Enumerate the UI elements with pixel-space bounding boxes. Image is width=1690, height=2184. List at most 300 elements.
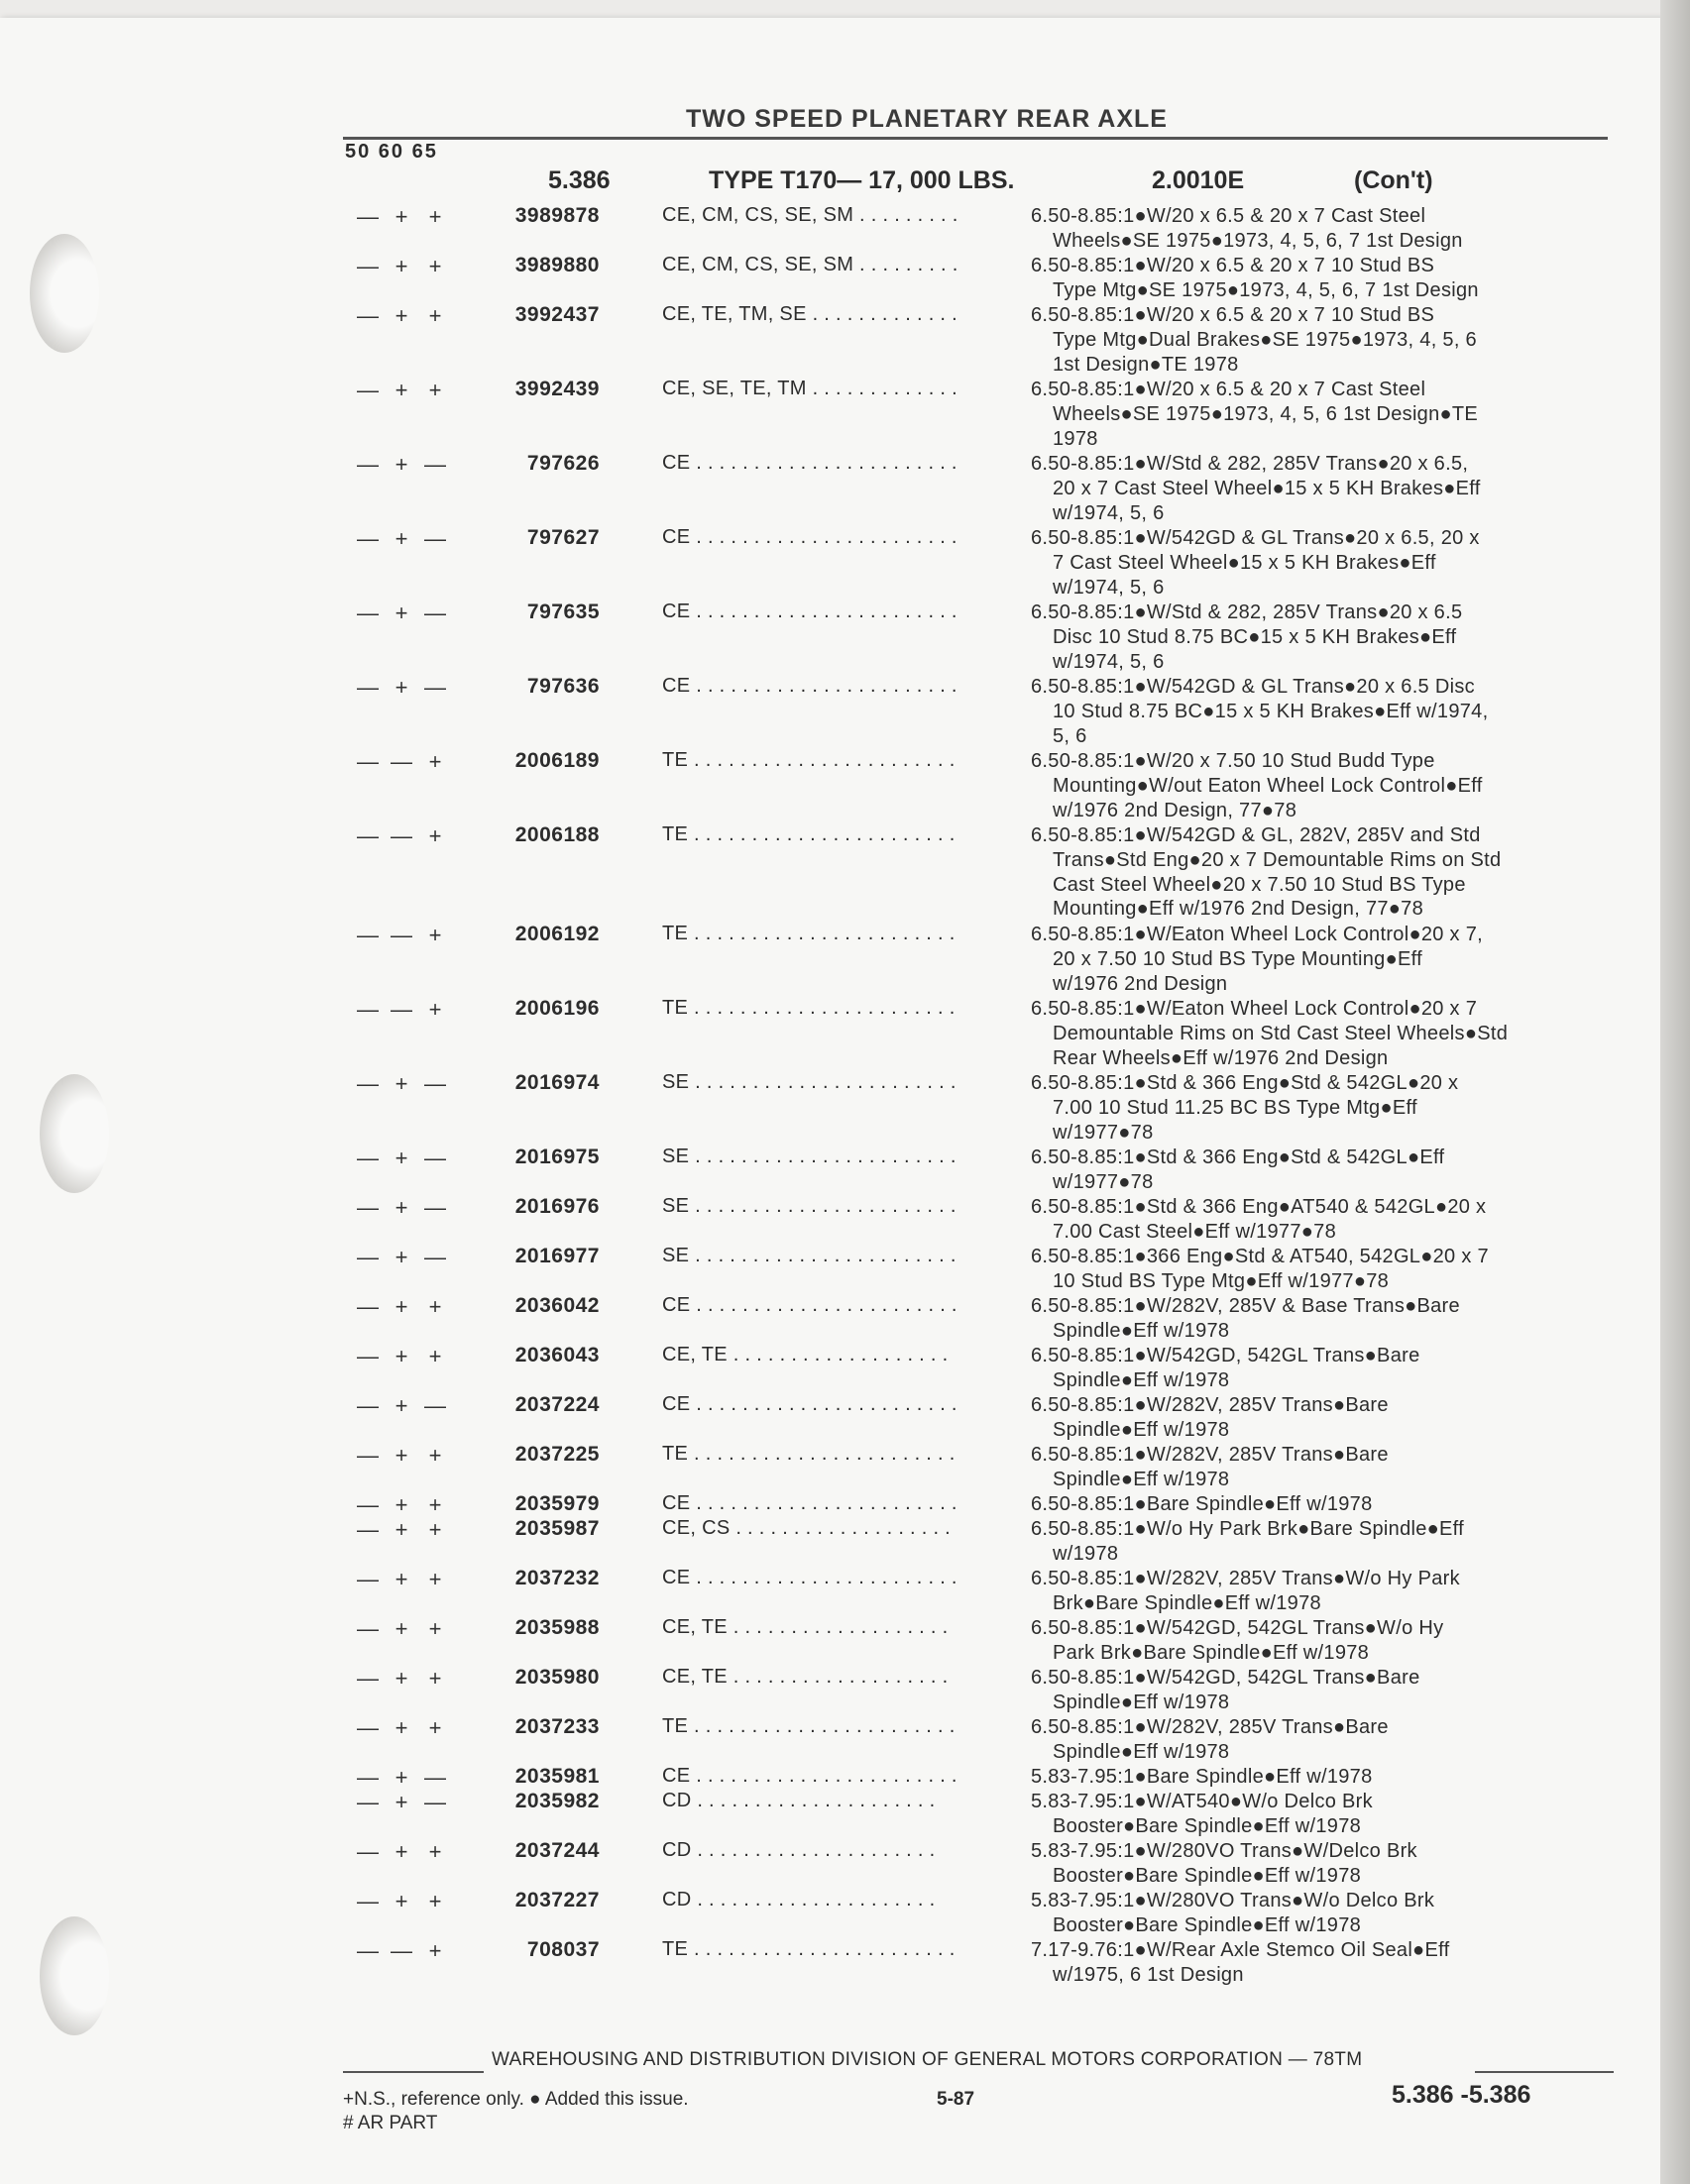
model-codes: CD . . . . . . . . . . . . . . . . . . . . . (662, 1790, 936, 1811)
year-flags (351, 1492, 460, 1518)
part-number: 797627 (526, 526, 600, 549)
description-line: Cast Steel Wheel●20 x 7.50 10 Stud BS Type (1053, 873, 1466, 896)
year-flag: — (357, 601, 379, 625)
year-flag: + (394, 1443, 408, 1468)
year-flag: + (394, 254, 408, 278)
description-line: 5, 6 (1053, 724, 1087, 747)
model-codes: TE . . . . . . . . . . . . . . . . . . . . . . . (662, 1938, 956, 1960)
part-description (1031, 1666, 1621, 1715)
part-description (1031, 923, 1621, 996)
description-line: 6.50-8.85:1●Bare Spindle●Eff w/1978 (1031, 1493, 1373, 1515)
year-flag: + (394, 1393, 408, 1418)
description-line: 6.50-8.85:1●W/542GD & GL Trans●20 x 6.5 Disc (1031, 676, 1475, 698)
description-line: w/1977●78 (1053, 1170, 1154, 1193)
year-flags (351, 1071, 460, 1097)
year-flag: — (357, 378, 379, 402)
part-number: 2035988 (514, 1616, 600, 1639)
year-flags (351, 1245, 460, 1270)
year-flag: — (357, 1517, 379, 1542)
year-flag: — (424, 526, 446, 551)
part-description (1031, 254, 1621, 303)
year-flag: + (394, 378, 408, 402)
part-number: 3989880 (514, 254, 600, 276)
model-codes: CE . . . . . . . . . . . . . . . . . . . . . . . (662, 1393, 958, 1415)
year-flag: + (394, 1839, 408, 1864)
part-number: 2006196 (514, 997, 600, 1020)
year-flag: + (394, 204, 408, 229)
year-flag: + (394, 1616, 408, 1641)
part-description (1031, 303, 1621, 377)
description-line: Booster●Bare Spindle●Eff w/1978 (1053, 1814, 1362, 1837)
part-number: 2035979 (514, 1492, 600, 1515)
year-flags (351, 923, 460, 948)
year-flag: — (424, 1195, 446, 1220)
description-line: 20 x 7.50 10 Stud BS Type Mounting●Eff (1053, 947, 1422, 970)
description-line: 6.50-8.85:1●Std & 366 Eng●AT540 & 542GL●20 x (1031, 1196, 1487, 1218)
year-flags (351, 204, 460, 230)
part-number: 2036043 (514, 1344, 600, 1366)
year-flags (351, 1616, 460, 1642)
year-flag: — (357, 1492, 379, 1517)
description-line: Brk●Bare Spindle●Eff w/1978 (1053, 1591, 1321, 1614)
year-flags (351, 997, 460, 1023)
part-description (1031, 1616, 1621, 1666)
part-number: 2037233 (514, 1715, 600, 1738)
year-flag: + (428, 1715, 442, 1740)
year-flag: — (424, 675, 446, 700)
year-flag: + (394, 1889, 408, 1913)
model-codes: CE . . . . . . . . . . . . . . . . . . . . . . . (662, 675, 958, 697)
year-flags (351, 452, 460, 478)
model-codes: CE, TE . . . . . . . . . . . . . . . . . . . (662, 1666, 949, 1688)
part-description (1031, 526, 1621, 600)
year-flags (351, 1666, 460, 1692)
part-number: 708037 (526, 1938, 600, 1961)
year-flag: — (424, 1071, 446, 1096)
model-codes: CE, CS . . . . . . . . . . . . . . . . . . . (662, 1517, 952, 1539)
year-flag: + (394, 1765, 408, 1790)
part-description (1031, 997, 1621, 1070)
year-flag: + (428, 823, 442, 848)
year-columns-header: 50 60 65 (345, 141, 438, 163)
model-codes: CE, TE, TM, SE . . . . . . . . . . . . . (662, 303, 958, 325)
description-line: 6.50-8.85:1●W/282V, 285V Trans●Bare (1031, 1394, 1389, 1416)
footer-rule-right (1475, 2071, 1614, 2073)
year-flag: — (357, 1839, 379, 1864)
year-flag: — (357, 749, 379, 774)
description-line: 6.50-8.85:1●W/Eaton Wheel Lock Control●20 x 7, (1031, 924, 1483, 945)
year-flag: + (428, 1443, 442, 1468)
description-line: 6.50-8.85:1●W/542GD, 542GL Trans●W/o Hy (1031, 1617, 1444, 1639)
year-flags (351, 1715, 460, 1741)
model-codes: CE, CM, CS, SE, SM . . . . . . . . . (662, 254, 958, 275)
part-number: 2037225 (514, 1443, 600, 1466)
part-description (1031, 1294, 1621, 1344)
year-flag: — (424, 1245, 446, 1269)
part-description (1031, 204, 1621, 254)
part-number: 2037232 (514, 1567, 600, 1589)
year-flags (351, 1567, 460, 1592)
year-flag: — (424, 1765, 446, 1790)
year-flag: — (357, 823, 379, 848)
year-flag: + (428, 1344, 442, 1368)
description-line: 6.50-8.85:1●W/o Hy Park Brk●Bare Spindle●Eff (1031, 1518, 1465, 1540)
description-line: 6.50-8.85:1●W/542GD, 542GL Trans●Bare (1031, 1667, 1420, 1689)
year-flags (351, 378, 460, 403)
year-flag: — (357, 1245, 379, 1269)
year-flag: + (428, 1294, 442, 1319)
year-flag: + (394, 303, 408, 328)
description-line: Spindle●Eff w/1978 (1053, 1468, 1230, 1490)
part-description (1031, 1393, 1621, 1443)
year-flag: — (357, 675, 379, 700)
description-line: 6.50-8.85:1●W/282V, 285V Trans●W/o Hy Park (1031, 1568, 1460, 1589)
year-flag: + (428, 1492, 442, 1517)
year-flag: — (357, 1146, 379, 1170)
year-flag: + (394, 1715, 408, 1740)
year-flags (351, 1344, 460, 1369)
year-flag: — (357, 1616, 379, 1641)
year-flag: + (428, 303, 442, 328)
description-line: 6.50-8.85:1●W/542GD, 542GL Trans●Bare (1031, 1345, 1420, 1366)
model-codes: SE . . . . . . . . . . . . . . . . . . . . . . . (662, 1071, 957, 1093)
year-flag: — (357, 254, 379, 278)
part-description (1031, 1567, 1621, 1616)
model-codes: TE . . . . . . . . . . . . . . . . . . . . . . . (662, 997, 956, 1019)
part-description (1031, 1790, 1621, 1839)
part-description (1031, 378, 1621, 451)
part-number: 2036042 (514, 1294, 600, 1317)
year-flag: — (357, 1889, 379, 1913)
model-codes: CE, TE . . . . . . . . . . . . . . . . . . . (662, 1616, 949, 1638)
description-line: Mounting●Eff w/1976 2nd Design, 77●78 (1053, 898, 1424, 921)
year-flag: — (424, 1393, 446, 1418)
model-codes: TE . . . . . . . . . . . . . . . . . . . . . . . (662, 823, 956, 845)
year-flag: + (428, 204, 442, 229)
year-flag: + (394, 1666, 408, 1691)
description-line: 20 x 7 Cast Steel Wheel●15 x 5 KH Brakes●Eff (1053, 477, 1481, 499)
description-line: 7.17-9.76:1●W/Rear Axle Stemco Oil Seal●Eff (1031, 1939, 1450, 1961)
model-codes: CE . . . . . . . . . . . . . . . . . . . . . . . (662, 601, 958, 622)
description-line: 6.50-8.85:1●W/Eaton Wheel Lock Control●20 x 7 (1031, 998, 1478, 1020)
description-line: Booster●Bare Spindle●Eff w/1978 (1053, 1913, 1362, 1936)
description-line: 6.50-8.85:1●Std & 366 Eng●Std & 542GL●20 x (1031, 1072, 1459, 1094)
description-line: 1978 (1053, 427, 1098, 450)
description-line: Demountable Rims on Std Cast Steel Wheels●Std (1053, 1022, 1509, 1044)
year-flag: + (428, 254, 442, 278)
part-number: 2035980 (514, 1666, 600, 1689)
model-codes: CD . . . . . . . . . . . . . . . . . . . . . (662, 1839, 936, 1861)
part-description (1031, 1492, 1621, 1517)
part-description (1031, 1071, 1621, 1145)
part-description (1031, 1344, 1621, 1393)
part-number: 2037227 (514, 1889, 600, 1911)
description-line: w/1974, 5, 6 (1053, 650, 1165, 673)
description-line: 7.00 Cast Steel●Eff w/1977●78 (1053, 1220, 1336, 1243)
model-codes: CE, SE, TE, TM . . . . . . . . . . . . . (662, 378, 958, 399)
year-flag: + (428, 997, 442, 1022)
year-flag: + (394, 601, 408, 625)
year-flags (351, 303, 460, 329)
year-flags (351, 823, 460, 849)
description-line: Wheels●SE 1975●1973, 4, 5, 6 1st Design●TE (1053, 402, 1479, 425)
section-code: 2.0010E (1152, 166, 1245, 194)
description-line: 6.50-8.85:1●W/Std & 282, 285V Trans●20 x 6.5 (1031, 601, 1463, 623)
model-codes: SE . . . . . . . . . . . . . . . . . . . . . . . (662, 1245, 957, 1266)
part-description (1031, 1245, 1621, 1294)
part-description (1031, 1443, 1621, 1492)
year-flag: + (428, 1666, 442, 1691)
year-flags (351, 1765, 460, 1791)
year-flag: + (394, 1517, 408, 1542)
description-line: Spindle●Eff w/1978 (1053, 1740, 1230, 1763)
description-line: w/1976 2nd Design, 77●78 (1053, 799, 1297, 821)
description-line: 5.83-7.95:1●Bare Spindle●Eff w/1978 (1031, 1766, 1373, 1788)
part-number: 2037224 (514, 1393, 600, 1416)
footer-rule-left (343, 2071, 484, 2073)
part-description (1031, 1765, 1621, 1790)
year-flag: + (394, 675, 408, 700)
description-line: Disc 10 Stud 8.75 BC●15 x 5 KH Brakes●Eff (1053, 625, 1457, 648)
year-flag: + (394, 1245, 408, 1269)
year-flag: + (428, 1839, 442, 1864)
model-codes: SE . . . . . . . . . . . . . . . . . . . . . . . (662, 1146, 957, 1167)
description-line: Mounting●W/out Eaton Wheel Lock Control●Eff (1053, 774, 1483, 797)
description-line: 6.50-8.85:1●W/542GD & GL Trans●20 x 6.5, 20 x (1031, 527, 1480, 549)
model-codes: CD . . . . . . . . . . . . . . . . . . . . . (662, 1889, 936, 1911)
description-line: w/1976 2nd Design (1053, 972, 1228, 995)
title-rule (343, 137, 1608, 140)
description-line: Trans●Std Eng●20 x 7 Demountable Rims on Std (1053, 848, 1502, 871)
year-flag: — (357, 1195, 379, 1220)
year-flag: + (394, 1294, 408, 1319)
year-flag: + (394, 1492, 408, 1517)
description-line: 5.83-7.95:1●W/280VO Trans●W/o Delco Brk (1031, 1890, 1435, 1911)
description-line: Spindle●Eff w/1978 (1053, 1368, 1230, 1391)
year-flag: + (394, 1195, 408, 1220)
year-flags (351, 254, 460, 279)
model-codes: CE . . . . . . . . . . . . . . . . . . . . . . . (662, 1492, 958, 1514)
year-flags (351, 526, 460, 552)
part-number: 797635 (526, 601, 600, 623)
year-flag: — (357, 526, 379, 551)
year-flag: — (357, 1344, 379, 1368)
part-description (1031, 1195, 1621, 1245)
year-flag: — (357, 452, 379, 477)
year-flag: — (357, 997, 379, 1022)
description-line: w/1974, 5, 6 (1053, 501, 1165, 524)
description-line: 10 Stud 8.75 BC●15 x 5 KH Brakes●Eff w/1974, (1053, 700, 1489, 722)
footer-ar-part: # AR PART (343, 2113, 438, 2133)
year-flag: + (394, 1344, 408, 1368)
part-description (1031, 749, 1621, 822)
year-flag: — (357, 1393, 379, 1418)
year-flag: — (391, 923, 412, 947)
description-line: w/1974, 5, 6 (1053, 576, 1165, 599)
year-flag: — (357, 1666, 379, 1691)
year-flag: — (391, 997, 412, 1022)
year-flags (351, 1839, 460, 1865)
year-flag: — (357, 923, 379, 947)
year-flags (351, 749, 460, 775)
year-flag: + (428, 1889, 442, 1913)
description-line: w/1975, 6 1st Design (1053, 1963, 1244, 1986)
description-line: 7.00 10 Stud 11.25 BC BS Type Mtg●Eff (1053, 1096, 1417, 1119)
part-description (1031, 823, 1621, 922)
description-line: 5.83-7.95:1●W/AT540●W/o Delco Brk (1031, 1791, 1373, 1812)
year-flag: + (394, 1146, 408, 1170)
year-flag: + (428, 923, 442, 947)
part-number: 797626 (526, 452, 600, 475)
year-flags (351, 1146, 460, 1171)
part-number: 797636 (526, 675, 600, 698)
footer-range: 5.386 -5.386 (1392, 2081, 1531, 2109)
description-line: 7 Cast Steel Wheel●15 x 5 KH Brakes●Eff (1053, 551, 1436, 574)
model-codes: TE . . . . . . . . . . . . . . . . . . . . . . . (662, 923, 956, 944)
year-flag: — (391, 823, 412, 848)
description-line: Park Brk●Bare Spindle●Eff w/1978 (1053, 1641, 1370, 1664)
part-number: 2035982 (514, 1790, 600, 1812)
year-flag: + (394, 526, 408, 551)
description-line: 6.50-8.85:1●W/282V, 285V & Base Trans●Bare (1031, 1295, 1460, 1317)
model-codes: CE, CM, CS, SE, SM . . . . . . . . . (662, 204, 958, 226)
part-description (1031, 452, 1621, 525)
year-flag: + (428, 749, 442, 774)
year-flag: — (357, 1071, 379, 1096)
year-flag: — (424, 452, 446, 477)
model-codes: TE . . . . . . . . . . . . . . . . . . . . . . . (662, 1443, 956, 1465)
description-line: Spindle●Eff w/1978 (1053, 1418, 1230, 1441)
footer-division: WAREHOUSING AND DISTRIBUTION DIVISION OF GENERAL MOTORS CORPORATION — 78TM (492, 2049, 1363, 2070)
section-header (0, 166, 1690, 202)
description-line: 6.50-8.85:1●W/20 x 7.50 10 Stud Budd Type (1031, 750, 1435, 772)
description-line: 6.50-8.85:1●W/282V, 285V Trans●Bare (1031, 1716, 1389, 1738)
part-description (1031, 601, 1621, 674)
model-codes: TE . . . . . . . . . . . . . . . . . . . . . . . (662, 1715, 956, 1737)
description-line: 6.50-8.85:1●W/Std & 282, 285V Trans●20 x 6.5, (1031, 453, 1469, 475)
footer-legend: +N.S., reference only. ● Added this issue. (343, 2089, 689, 2110)
year-flag: — (357, 1715, 379, 1740)
page-edge (1660, 0, 1690, 2184)
description-line: Type Mtg●Dual Brakes●SE 1975●1973, 4, 5, 6 (1053, 328, 1477, 351)
year-flags (351, 675, 460, 701)
year-flag: — (357, 204, 379, 229)
part-description (1031, 1889, 1621, 1938)
year-flag: — (357, 1294, 379, 1319)
part-description (1031, 1715, 1621, 1765)
description-line: 6.50-8.85:1●W/542GD & GL, 282V, 285V and Std (1031, 824, 1481, 846)
part-number: 2016975 (514, 1146, 600, 1168)
model-codes: CE, TE . . . . . . . . . . . . . . . . . . . (662, 1344, 949, 1365)
year-flags (351, 1443, 460, 1469)
part-number: 2035981 (514, 1765, 600, 1788)
binder-hole-bottom (40, 1916, 109, 2035)
year-flag: — (357, 1567, 379, 1591)
part-number: 2016974 (514, 1071, 600, 1094)
model-codes: CE . . . . . . . . . . . . . . . . . . . . . . . (662, 526, 958, 548)
model-codes: CE . . . . . . . . . . . . . . . . . . . . . . . (662, 452, 958, 474)
description-line: Rear Wheels●Eff w/1976 2nd Design (1053, 1046, 1389, 1069)
year-flags (351, 1393, 460, 1419)
year-flags (351, 1790, 460, 1815)
description-line: 6.50-8.85:1●W/282V, 285V Trans●Bare (1031, 1444, 1389, 1466)
description-line: w/1978 (1053, 1542, 1119, 1565)
part-number: 2016977 (514, 1245, 600, 1267)
year-flag: + (394, 1567, 408, 1591)
part-description (1031, 675, 1621, 748)
year-flags (351, 1517, 460, 1543)
year-flags (351, 1889, 460, 1914)
year-flags (351, 1195, 460, 1221)
year-flag: — (357, 303, 379, 328)
part-description (1031, 1938, 1621, 1988)
footer-page-number: 5-87 (937, 2089, 975, 2110)
part-description (1031, 1839, 1621, 1889)
model-codes: CE . . . . . . . . . . . . . . . . . . . . . . . (662, 1294, 958, 1316)
year-flags (351, 1294, 460, 1320)
year-flag: + (394, 1790, 408, 1814)
part-description (1031, 1517, 1621, 1567)
description-line: 6.50-8.85:1●W/20 x 6.5 & 20 x 7 Cast Steel (1031, 205, 1426, 227)
year-flag: — (424, 1146, 446, 1170)
year-flag: + (428, 1567, 442, 1591)
year-flag: — (424, 601, 446, 625)
description-line: Spindle●Eff w/1978 (1053, 1319, 1230, 1342)
binder-hole-top (30, 234, 99, 353)
year-flags (351, 601, 460, 626)
year-flags (351, 1938, 460, 1964)
part-number: 3992437 (514, 303, 600, 326)
part-number: 3989878 (514, 204, 600, 227)
part-number: 2035987 (514, 1517, 600, 1540)
model-codes: CE . . . . . . . . . . . . . . . . . . . . . . . (662, 1765, 958, 1787)
part-number: 2006188 (514, 823, 600, 846)
year-flag: — (424, 1790, 446, 1814)
year-flag: — (357, 1443, 379, 1468)
description-line: 6.50-8.85:1●W/20 x 6.5 & 20 x 7 10 Stud BS (1031, 255, 1435, 276)
year-flag: — (357, 1938, 379, 1963)
year-flag: — (391, 749, 412, 774)
year-flag: + (428, 1938, 442, 1963)
description-line: 5.83-7.95:1●W/280VO Trans●W/Delco Brk (1031, 1840, 1417, 1862)
description-line: w/1977●78 (1053, 1121, 1154, 1144)
part-description (1031, 1146, 1621, 1195)
description-line: Spindle●Eff w/1978 (1053, 1691, 1230, 1713)
section-group: 5.386 (548, 166, 611, 194)
description-line: 6.50-8.85:1●W/20 x 6.5 & 20 x 7 Cast Steel (1031, 379, 1426, 400)
binder-hole-middle (40, 1074, 109, 1193)
part-number: 2016976 (514, 1195, 600, 1218)
year-flag: — (357, 1765, 379, 1790)
year-flag: + (428, 378, 442, 402)
page-title: TWO SPEED PLANETARY REAR AXLE (686, 105, 1168, 133)
section-type: TYPE T170— 17, 000 LBS. (709, 166, 1015, 194)
year-flag: + (428, 1517, 442, 1542)
description-line: Type Mtg●SE 1975●1973, 4, 5, 6, 7 1st Design (1053, 278, 1479, 301)
description-line: 6.50-8.85:1●366 Eng●Std & AT540, 542GL●20 x 7 (1031, 1246, 1489, 1267)
model-codes: SE . . . . . . . . . . . . . . . . . . . . . . . (662, 1195, 957, 1217)
part-number: 2006192 (514, 923, 600, 945)
model-codes: CE . . . . . . . . . . . . . . . . . . . . . . . (662, 1567, 958, 1588)
description-line: 10 Stud BS Type Mtg●Eff w/1977●78 (1053, 1269, 1390, 1292)
section-continued: (Con't) (1354, 166, 1433, 194)
year-flag: + (394, 452, 408, 477)
description-line: 1st Design●TE 1978 (1053, 353, 1239, 376)
description-line: 6.50-8.85:1●Std & 366 Eng●Std & 542GL●Eff (1031, 1147, 1445, 1168)
part-number: 2006189 (514, 749, 600, 772)
year-flag: — (391, 1938, 412, 1963)
model-codes: TE . . . . . . . . . . . . . . . . . . . . . . . (662, 749, 956, 771)
